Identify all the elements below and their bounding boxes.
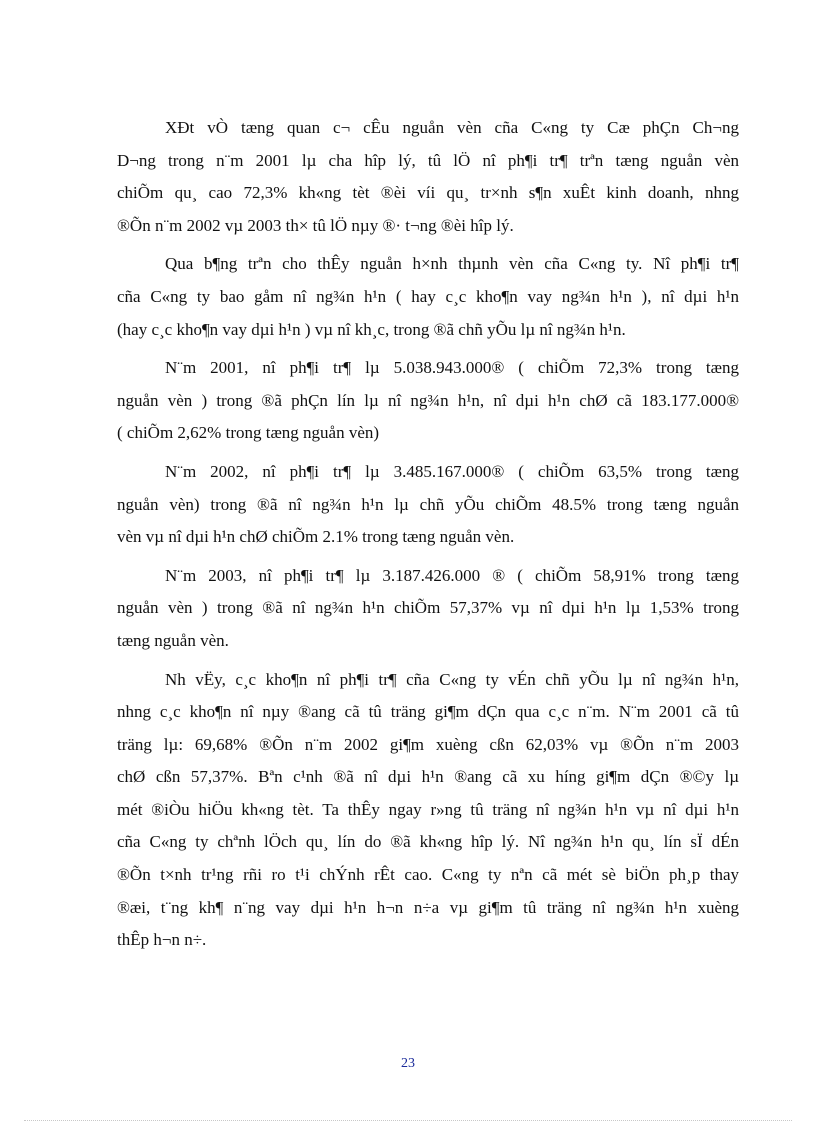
paragraph xyxy=(117,560,739,658)
text-line: vèn vµ nî dµi h¹n chØ chiÕm 2.1% trong tæng nguån vèn. xyxy=(117,527,515,547)
text-line: Nh vËy, c¸c kho¶n nî ph¶i tr¶ cña C«ng ty vÉn chñ yÕu lµ nî ng¾n h¹n, xyxy=(165,669,739,689)
footer-divider xyxy=(24,1120,792,1121)
text-line: N¨m 2003, nî ph¶i tr¶ lµ 3.187.426.000 ® ( chiÕm 58,91% trong tæng xyxy=(165,565,739,585)
paragraph xyxy=(117,248,739,346)
text-line: chØ cßn 57,37%. Bªn c¹nh ®ã nî dµi h¹n ®ang cã xu híng gi¶m dÇn ®©y lµ xyxy=(117,767,739,787)
text-line: XÐt vÒ tæng quan c¬ cÊu nguån vèn cña C«ng ty Cæ phÇn Ch¬ng xyxy=(165,118,739,137)
text-line: D¬ng trong n¨m 2001 lµ cha hîp lý, tû lÖ nî ph¶i tr¶ trªn tæng nguån vèn xyxy=(117,150,739,170)
text-line: N¨m 2001, nî ph¶i tr¶ lµ 5.038.943.000® ( chiÕm 72,3% trong tæng xyxy=(165,358,739,378)
paragraph xyxy=(117,456,739,554)
text-line: ®Õn n¨m 2002 vµ 2003 th× tû lÖ nµy ®· t¬ng ®èi hîp lý. xyxy=(117,215,514,235)
text-line: mét ®iÒu hiÖu kh«ng tèt. Ta thÊy ngay r»ng tû träng nî ng¾n h¹n vµ nî dµi h¹n xyxy=(117,799,739,819)
page-number: 23 xyxy=(401,1056,415,1071)
text-line: nguån vèn) trong ®ã nî ng¾n h¹n lµ chñ yÕu chiÕm 48.5% trong tæng nguån xyxy=(117,494,739,514)
text-line: nguån vèn ) trong ®ã nî ng¾n h¹n chiÕm 57,37% vµ nî dµi h¹n lµ 1,53% trong xyxy=(117,598,739,618)
document-body xyxy=(117,112,739,963)
text-line: chiÕm qu¸ cao 72,3% kh«ng tèt ®èi víi qu¸ tr×nh s¶n xuÊt kinh doanh, nhng xyxy=(117,183,739,203)
text-line: (hay c¸c kho¶n vay dµi h¹n ) vµ nî kh¸c, trong ®ã chñ yÕu lµ nî ng¾n h¹n. xyxy=(117,319,626,339)
text-line: Qua b¶ng trªn cho thÊy nguån h×nh thµnh vèn cña C«ng ty. Nî ph¶i tr¶ xyxy=(165,254,739,274)
text-line: ®Õn t×nh tr¹ng rñi ro t¹i chÝnh rÊt cao. C«ng ty nªn cã mét sè biÖn ph¸p thay xyxy=(117,865,739,885)
text-line: ( chiÕm 2,62% trong tæng nguån vèn) xyxy=(117,423,380,443)
text-line: träng lµ: 69,68% ®Õn n¨m 2002 gi¶m xuèng cßn 62,03% vµ ®Õn n¨m 2003 xyxy=(117,734,739,754)
text-line: nguån vèn ) trong ®ã phÇn lín lµ nî ng¾n h¹n, nî dµi h¹n chØ cã 183.177.000® xyxy=(117,390,739,410)
text-line: nhng c¸c kho¶n nî nµy ®ang cã tû träng gi¶m dÇn qua c¸c n¨m. N¨m 2001 cã tû xyxy=(117,702,739,722)
paragraph xyxy=(117,352,739,450)
text-line: N¨m 2002, nî ph¶i tr¶ lµ 3.485.167.000® ( chiÕm 63,5% trong tæng xyxy=(165,461,739,481)
text-line: cña C«ng ty chªnh lÖch qu¸ lín do ®ã kh«ng hîp lý. Nî ng¾n h¹n qu¸ lín sÏ dÉn xyxy=(117,832,739,852)
text-line: ®æi, t¨ng kh¶ n¨ng vay dµi h¹n h¬n n÷a vµ gi¶m tû träng nî ng¾n h¹n xuèng xyxy=(117,897,739,917)
text-line: thÊp h¬n n÷. xyxy=(117,930,207,950)
text-line: tæng nguån vèn. xyxy=(117,630,229,650)
paragraph xyxy=(117,664,739,957)
paragraph xyxy=(117,112,739,242)
text-line: cña C«ng ty bao gåm nî ng¾n h¹n ( hay c¸c kho¶n vay ng¾n h¹n ), nî dµi h¹n xyxy=(117,286,739,306)
